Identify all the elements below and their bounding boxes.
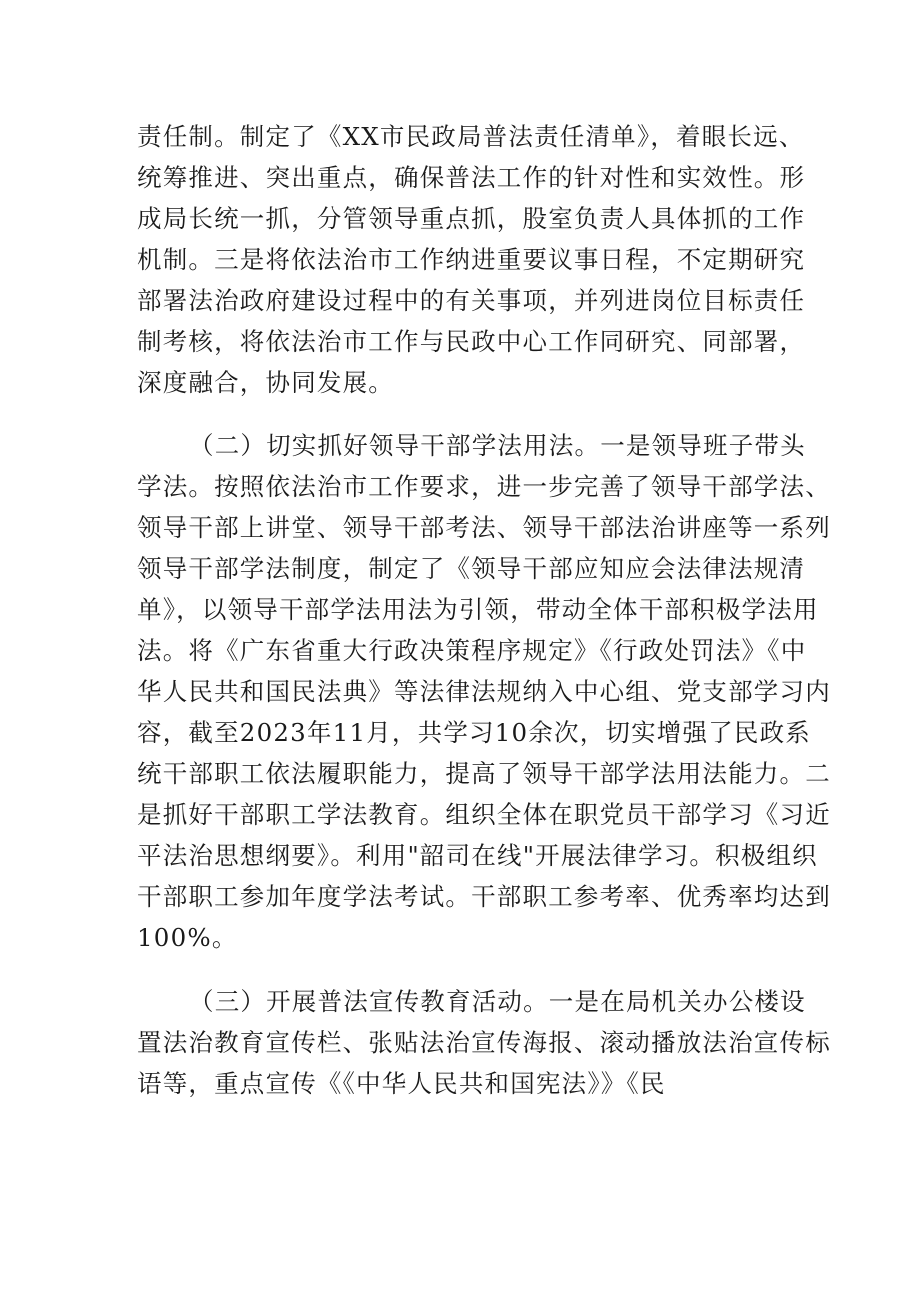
paragraph-spacer (137, 958, 827, 981)
text-line: 是抓好干部职工学法教育。组织全体在职党员干部学习《习近 (137, 800, 831, 829)
text-line: 法。将《广东省重大行政决策程序规定》《行政处罚法》《中 (137, 636, 807, 665)
text-line: 容，截至2023年11月，共学习10余次，切实增强了民政系 (137, 718, 811, 747)
text-line: 制考核，将依法治市工作与民政中心工作同研究、同部署， (137, 327, 806, 356)
text-line: 部署法治政府建设过程中的有关事项，并列进岗位目标责任 (137, 286, 806, 315)
text-line: 统筹推进、突出重点，确保普法工作的针对性和实效性。形 (137, 163, 806, 192)
paragraph-leader-law-study (137, 425, 831, 958)
text-line: 平法治思想纲要》。利用"韶司在线"开展法律学习。积极组织 (137, 841, 818, 870)
paragraph-spacer (137, 403, 827, 425)
text-line: 单》，以领导干部学法用法为引领，带动全体干部积极学法用 (137, 595, 819, 624)
text-line: 统干部职工依法履职能力，提高了领导干部学法用法能力。二 (137, 759, 831, 788)
text-line: 领导干部上讲堂、领导干部考法、领导干部法治讲座等一系列 (137, 513, 831, 542)
paragraph-responsibility-system (137, 116, 827, 403)
text-line: 领导干部学法制度，制定了《领导干部应知应会法律法规清 (137, 554, 806, 583)
text-line: 干部职工参加年度学法考试。干部职工参考率、优秀率均达到 (137, 882, 831, 911)
text-line: 语等，重点宣传《《中华人民共和国宪法》》《民 (137, 1069, 666, 1098)
text-line: 机制。三是将依法治市工作纳进重要议事日程，不定期研究 (137, 245, 806, 274)
text-line: （三）开展普法宣传教育活动。一是在局机关办公楼设 (189, 987, 806, 1016)
paragraph-publicity-education (137, 981, 831, 1104)
text-line: 学法。按照依法治市工作要求，进一步完善了领导干部学法、 (137, 472, 831, 501)
text-line: 华人民共和国民法典》等法律法规纳入中心组、党支部学习内 (137, 677, 831, 706)
text-line: 成局长统一抓，分管领导重点抓，股室负责人具体抓的工作 (137, 204, 806, 233)
document-body (137, 116, 831, 1104)
text-line: （二）切实抓好领导干部学法用法。一是领导班子带头 (189, 431, 806, 460)
text-line: 100%。 (137, 923, 238, 952)
text-line: 置法治教育宣传栏、张贴法治宣传海报、滚动播放法治宣传标 (137, 1028, 831, 1057)
text-line: 深度融合，协同发展。 (137, 368, 394, 397)
text-line: 责任制。制定了《XX市民政局普法责任清单》，着眼长远、 (137, 122, 805, 151)
